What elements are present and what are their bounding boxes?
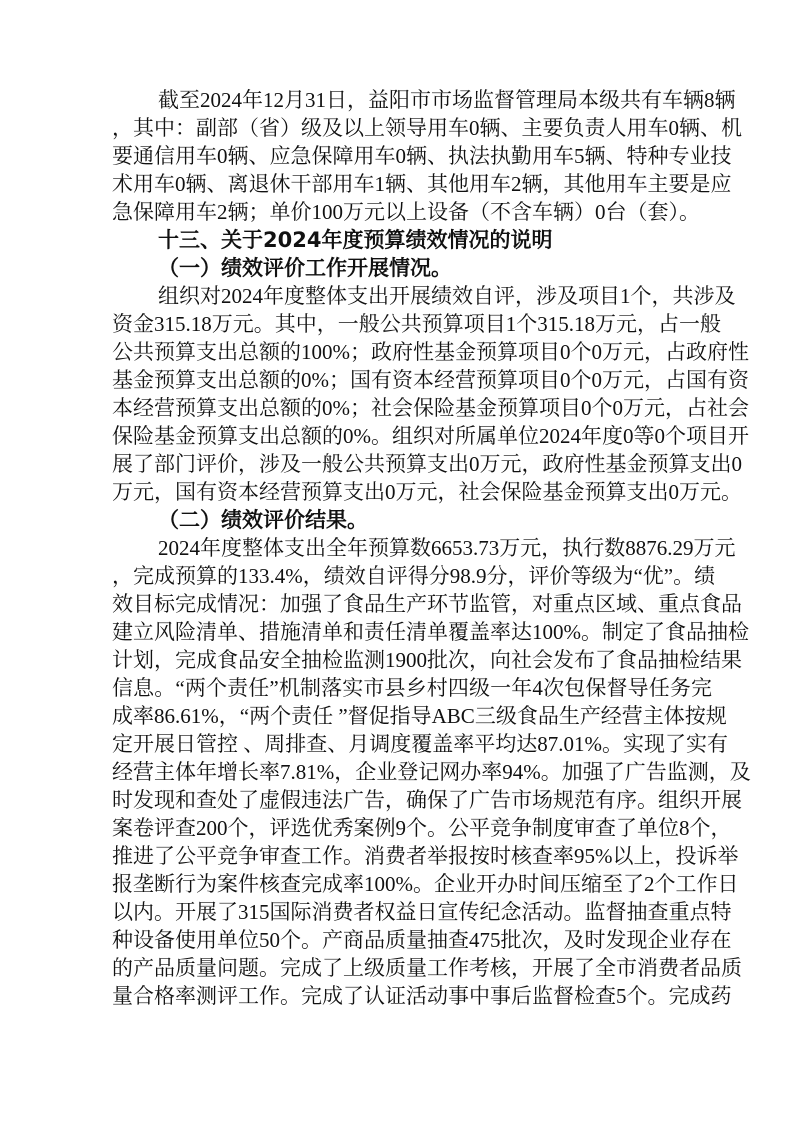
text-line: 计划，完成食品安全抽检监测1900批次，向社会发布了食品抽检结果 [112,648,742,672]
text-line: 本经营预算支出总额的0%；社会保险基金预算项目0个0万元，占社会 [112,396,749,420]
text-line: 保险基金预算支出总额的0%。组织对所属单位2024年度0等0个项目开 [112,424,749,448]
text-line: 2024年度整体支出全年预算数6653.73万元，执行数8876.29万元 [158,536,736,560]
section-heading: 十三、关于2024年度预算绩效情况的说明 [158,228,553,252]
text-line: 推进了公平竞争审查工作。消费者举报按时核查率95%以上，投诉举 [112,844,739,868]
text-line: ，其中：副部（省）级及以上领导用车0辆、主要负责人用车0辆、机 [112,116,742,140]
text-line: 截至2024年12月31日，益阳市市场监督管理局本级共有车辆8辆 [158,88,736,112]
text-line: 案卷评查200个，评选优秀案例9个。公平竞争制度审查了单位8个， [112,816,732,840]
text-line: 万元，国有资本经营预算支出0万元，社会保险基金预算支出0万元。 [112,480,742,504]
text-line: 要通信用车0辆、应急保障用车0辆、执法执勤用车5辆、特种专业技 [112,144,732,168]
text-line: 公共预算支出总额的100%；政府性基金预算项目0个0万元，占政府性 [112,340,749,364]
text-line: 信息。“两个责任”机制落实市县乡村四级一年4次包保督导任务完 [112,676,712,700]
text-line: 组织对2024年度整体支出开展绩效自评，涉及项目1个，共涉及 [158,284,736,308]
text-line: 报垄断行为案件核查完成率100%。企业开办时间压缩至了2个工作日 [112,872,739,896]
section-heading: （一）绩效评价工作开展情况。 [158,256,452,280]
text-line: 资金315.18万元。其中，一般公共预算项目1个315.18万元，占一般 [112,312,721,336]
text-line: ，完成预算的133.4%，绩效自评得分98.9分，评价等级为“优”。绩 [112,564,716,588]
text-line: 时发现和查处了虚假违法广告，确保了广告市场规范有序。组织开展 [112,788,742,812]
section-heading: （二）绩效评价结果。 [158,508,368,532]
text-line: 定开展日管控 、周排查、月调度覆盖率平均达87.01%。实现了实有 [112,732,728,756]
text-line: 量合格率测评工作。完成了认证活动事中事后监督检查5个。完成药 [112,984,732,1008]
text-line: 成率86.61%，“两个责任 ”督促指导ABC三级食品生产经营主体按规 [112,704,727,728]
document-body [112,86,751,1010]
text-line: 的产品质量问题。完成了上级质量工作考核，开展了全市消费者品质 [112,956,742,980]
text-line: 经营主体年增长率7.81%，企业登记网办率94%。加强了广告监测，及 [112,760,751,784]
text-line: 效目标完成情况：加强了食品生产环节监管，对重点区域、重点食品 [112,592,742,616]
text-line: 基金预算支出总额的0%；国有资本经营预算项目0个0万元，占国有资 [112,368,749,392]
text-line: 术用车0辆、离退休干部用车1辆、其他用车2辆，其他用车主要是应 [112,172,732,196]
text-line: 展了部门评价，涉及一般公共预算支出0万元，政府性基金预算支出0 [112,452,742,476]
text-line: 建立风险清单、措施清单和责任清单覆盖率达100%。制定了食品抽检 [112,620,749,644]
text-line: 种设备使用单位50个。产商品质量抽查475批次，及时发现企业存在 [112,928,732,952]
text-line: 以内。开展了315国际消费者权益日宣传纪念活动。监督抽查重点特 [112,900,732,924]
text-line: 急保障用车2辆；单价100万元以上设备（不含车辆）0台（套）。 [112,200,700,224]
